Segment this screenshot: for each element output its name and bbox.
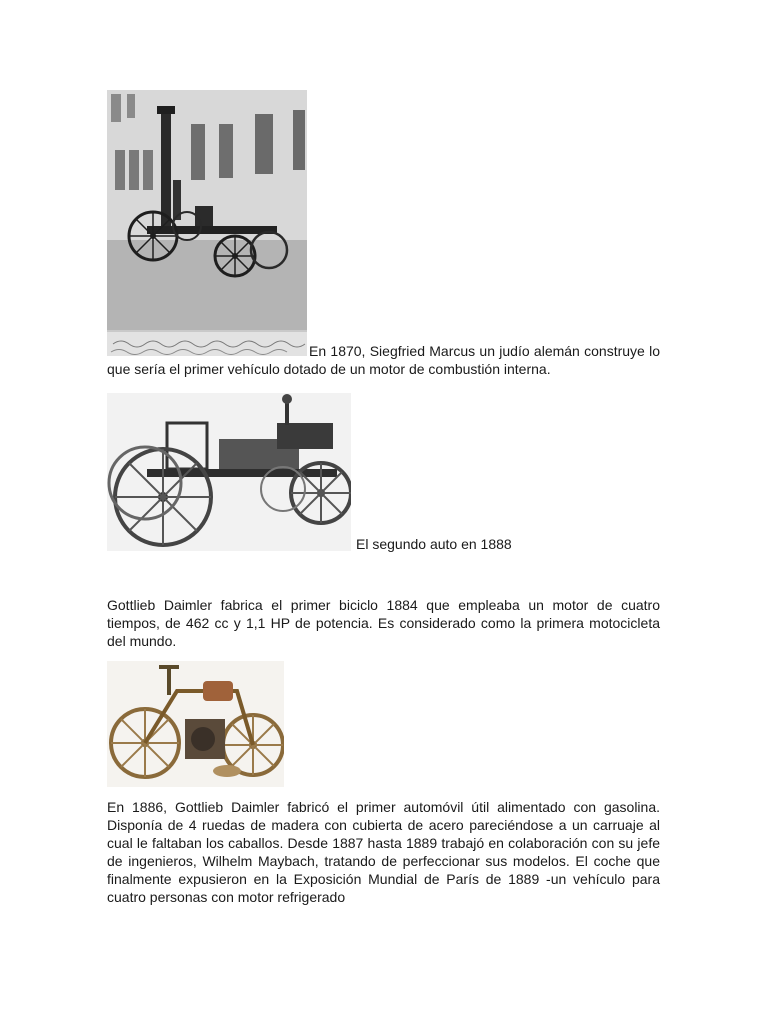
- paragraph-daimler-1886: En 1886, Gottlieb Daimler fabricó el primer automóvil útil alimentado con gasolina. Disponía de 4 ruedas de madera con cubierta de acero pareciéndose a un carruaje al cual le faltaban los caballos. Desde 1887 hasta 1889 trabajó en colaboración con su jefe de ingenieros, Wilhelm Maybach, tratando de perfeccionar sus modelos. El coche que finalmente expusieron en la Exposición Mundial de París de 1889 -un vehículo para cuatro personas con motor refrigerado: [107, 799, 660, 905]
- paragraph-daimler-bicycle: Gottlieb Daimler fabrica el primer biciclo 1884 que empleaba un motor de cuatro tiempos, de 462 cc y 1,1 HP de potencia. Es considerado como la primera motocicleta del mundo.: [107, 597, 660, 649]
- paragraph-marcus: En 1870, Siegfried Marcus un judío alemán construye lo que sería el primer vehículo dotado de un motor de combustión interna.: [107, 343, 660, 377]
- section-second-car: [107, 393, 660, 551]
- marcus-car-photo: [107, 90, 307, 356]
- daimler-motorcycle-photo: [107, 661, 284, 787]
- second-car-photo: [107, 393, 351, 551]
- document-page: [107, 90, 660, 906]
- section-marcus: [107, 90, 660, 378]
- caption-second-car: El segundo auto en 1888: [356, 536, 512, 552]
